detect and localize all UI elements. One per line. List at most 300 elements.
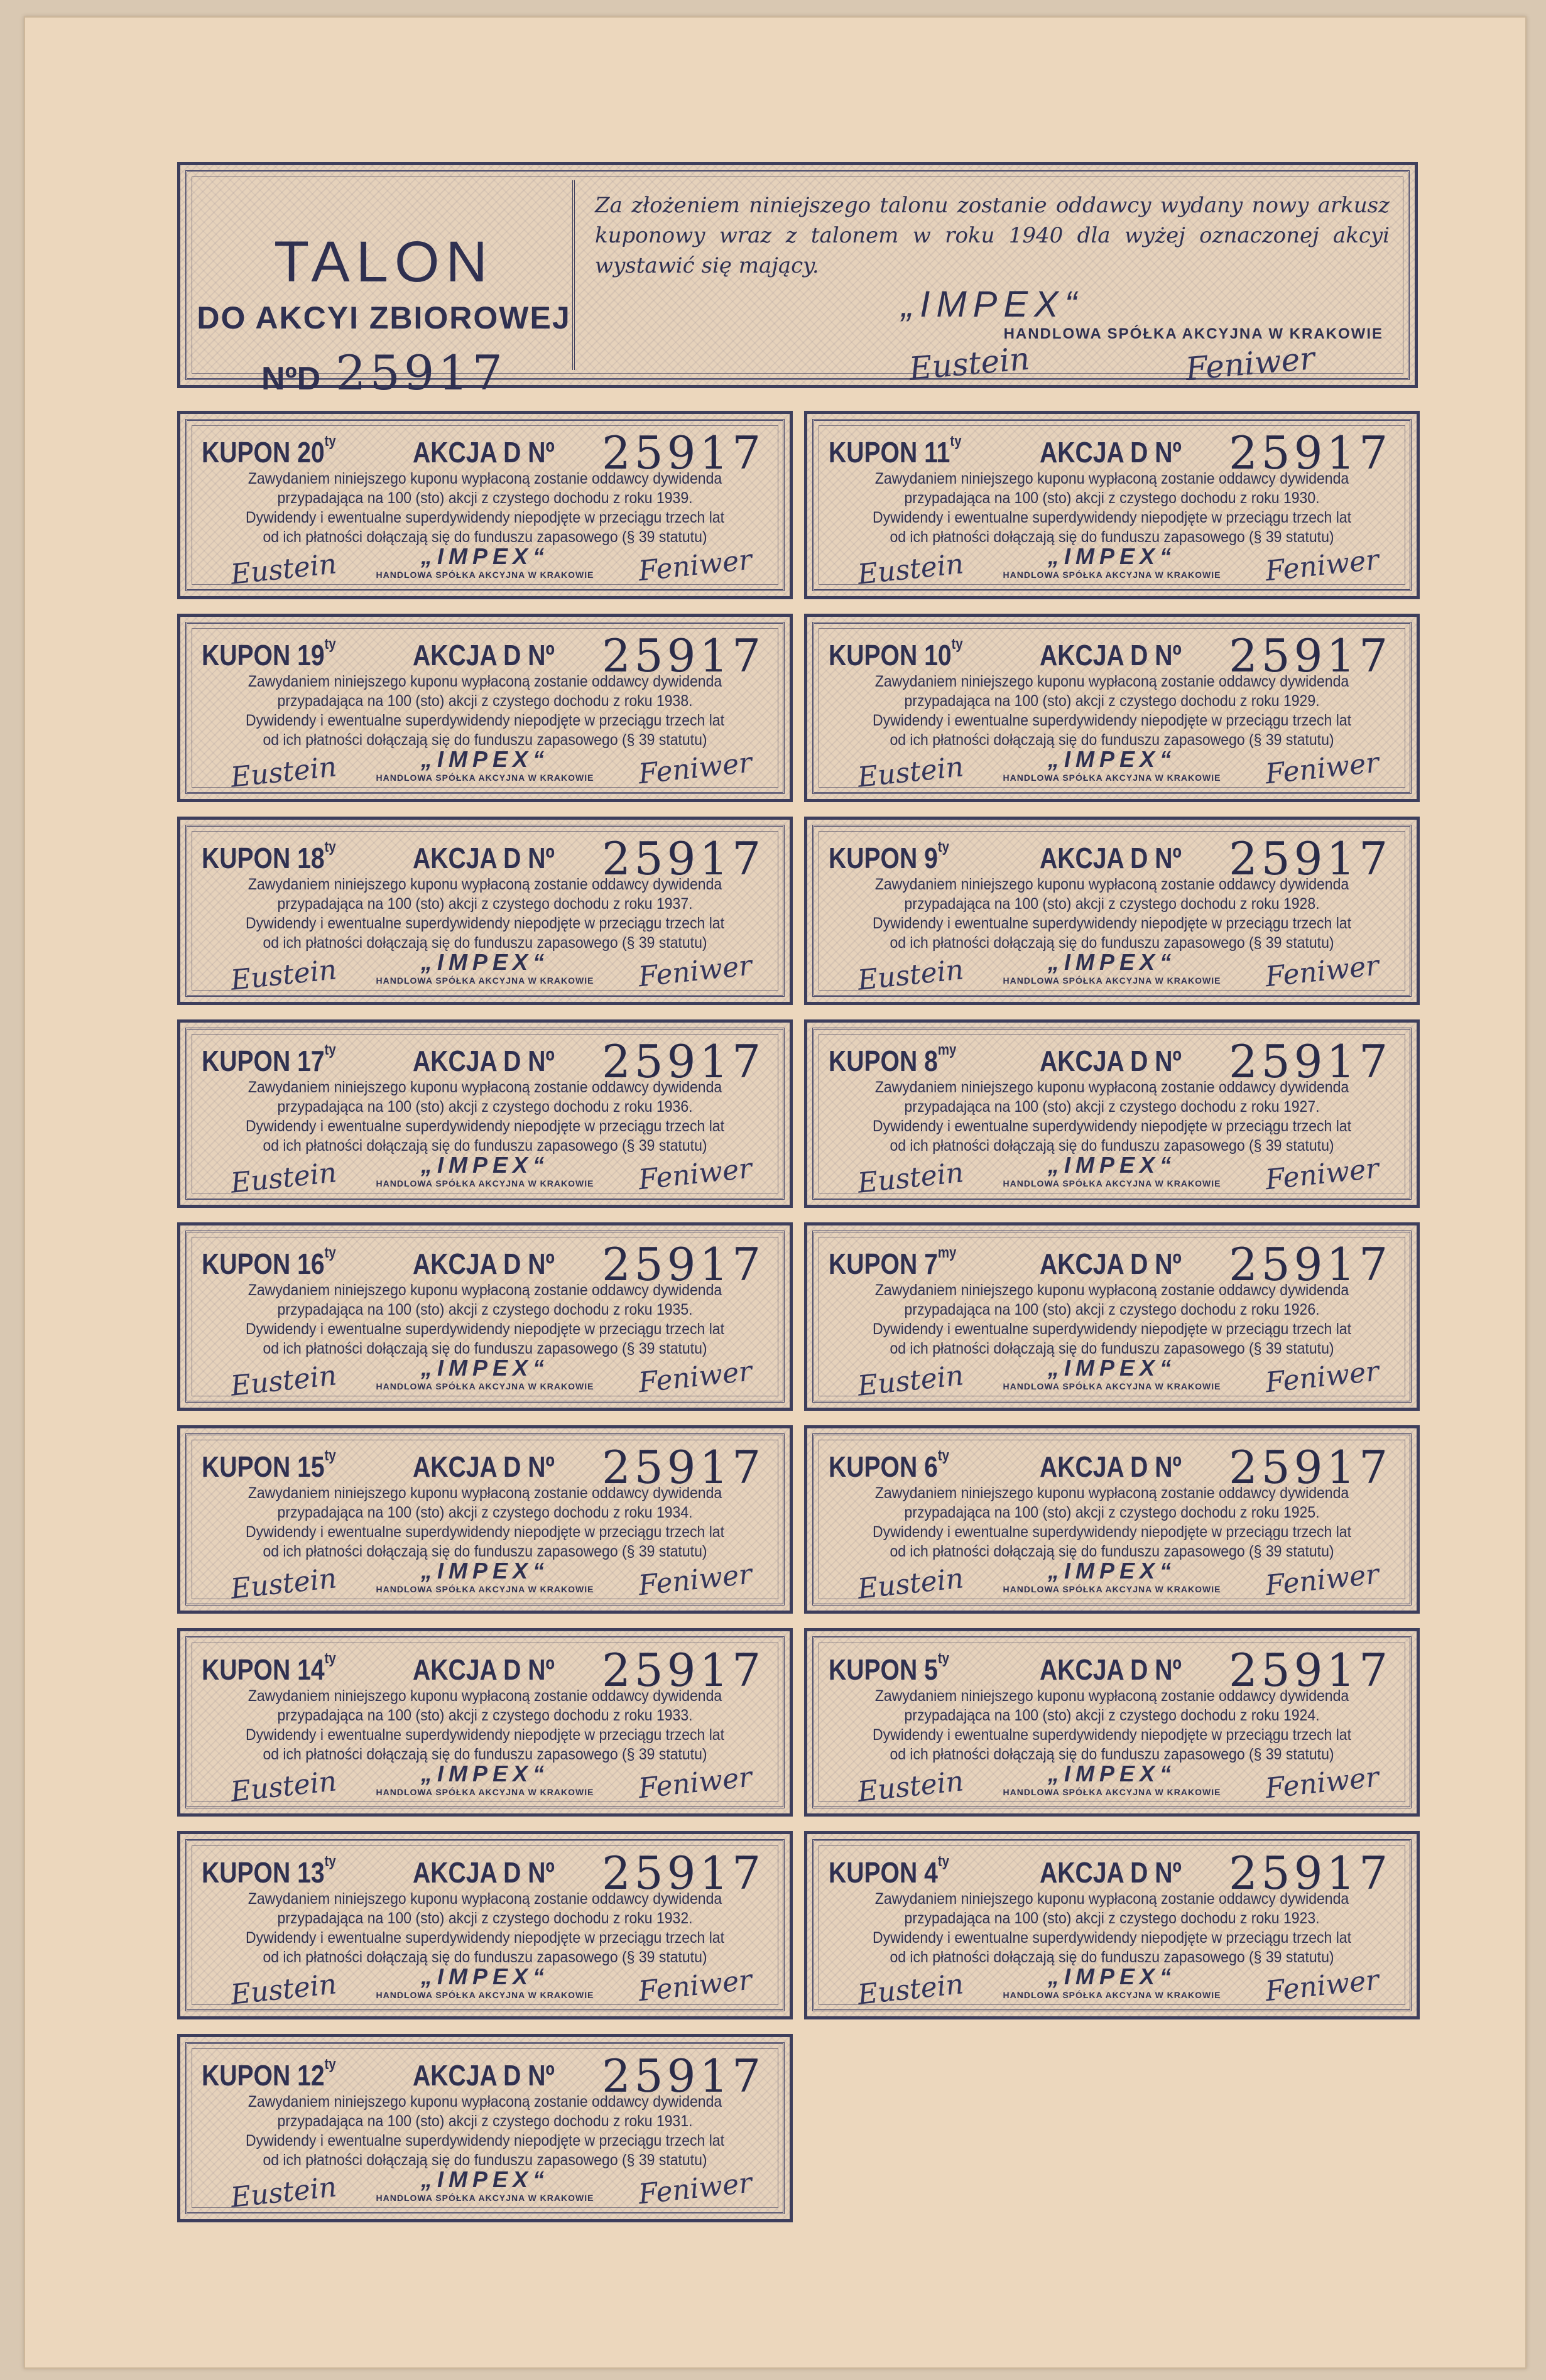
coupon-share-label: AKCJA D Nº: [413, 1247, 555, 1280]
coupon-share-label: AKCJA D Nº: [413, 842, 555, 874]
coupon-line-1: Zawydaniem niniejszego kuponu wypłaconą zostanie oddawcy dywidenda: [874, 470, 1349, 487]
talon-subtitle: DO AKCYI ZBIOROWEJ: [197, 300, 571, 335]
coupon-share-number: 25917: [601, 2050, 765, 2102]
coupon-company: „IMPEX“: [420, 1761, 550, 1786]
coupon-line-2: [851, 1706, 1373, 1725]
coupon-year: 1927.: [1283, 1098, 1320, 1116]
coupon-signature-2: Feniwer: [636, 543, 754, 588]
coupon-line-1: Zawydaniem niniejszego kuponu wypłaconą zostanie oddawcy dywidenda: [248, 470, 722, 487]
coupon-label: [829, 841, 949, 875]
coupon-kupon-word: KUPON: [829, 1856, 918, 1889]
coupon-year: 1934.: [656, 1504, 693, 1521]
coupon-share-number: 25917: [601, 1035, 765, 1088]
coupon-label: [202, 435, 336, 469]
coupon-line-4: od ich płatności dołączają się do funduszu zapasowego (§ 39 statutu): [263, 1543, 707, 1560]
coupon-line-2: [851, 1097, 1373, 1117]
coupon-signature-1: Eustein: [856, 1765, 966, 1808]
coupon-line-4: od ich płatności dołączają się do funduszu zapasowego (§ 39 statutu): [263, 1340, 707, 1357]
coupon-line-2-text: przypadająca na 100 (sto) akcji z czystego dochodu z roku: [904, 489, 1280, 507]
coupon-line-1: Zawydaniem niniejszego kuponu wypłaconą zostanie oddawcy dywidenda: [248, 1687, 722, 1705]
coupon-company-subtitle: HANDLOWA SPÓŁKA AKCYJNA W KRAKOWIE: [1003, 1381, 1221, 1391]
coupon-label: [829, 435, 962, 469]
coupon-ordinal: 16: [297, 1247, 325, 1280]
coupon-line-3: Dywidendy i ewentualne superdywidendy niepodjęte w przeciągu trzech lat: [872, 712, 1351, 729]
coupon-10: [804, 614, 1420, 802]
coupon-line-1: Zawydaniem niniejszego kuponu wypłaconą zostanie oddawcy dywidenda: [874, 1890, 1349, 1908]
coupon-label: [829, 1447, 949, 1484]
coupon-label: [202, 841, 336, 875]
talon-number-value: 25917: [335, 345, 506, 401]
coupon-8: [804, 1019, 1420, 1208]
coupon-ordinal-suffix: ty: [324, 636, 336, 653]
coupon-line-2-text: przypadająca na 100 (sto) akcji z czystego dochodu z roku: [277, 489, 653, 507]
coupon-share-label: AKCJA D Nº: [413, 1450, 555, 1483]
coupon-share-label: AKCJA D Nº: [1040, 1450, 1182, 1483]
talon-title: TALON: [274, 230, 494, 294]
coupon-company: „IMPEX“: [420, 543, 550, 569]
coupon-kupon-word: KUPON: [829, 1247, 918, 1280]
coupon-6: [804, 1425, 1420, 1614]
coupon-line-3: Dywidendy i ewentualne superdywidendy niepodjęte w przeciągu trzech lat: [245, 712, 724, 729]
coupon-body: [202, 1687, 768, 1764]
coupon-line-4: od ich płatności dołączają się do funduszu zapasowego (§ 39 statutu): [890, 1137, 1334, 1155]
coupon-line-3: Dywidendy i ewentualne superdywidendy niepodjęte w przeciągu trzech lat: [245, 1929, 724, 1947]
coupon-year: 1938.: [656, 692, 693, 710]
coupon-company: „IMPEX“: [1047, 1355, 1177, 1381]
coupon-share-number: 25917: [1228, 1847, 1391, 1899]
coupon-line-2: [851, 1909, 1373, 1928]
talon-text: Za złożeniem niniejszego talonu zostanie oddawcy wydany nowy arkusz kuponowy wraz z talonem w roku 1940 dla wyżej oznaczonej akcyi wystawić się mający.: [595, 193, 1390, 278]
coupon-ordinal-suffix: ty: [937, 1650, 949, 1667]
talon-company: „IMPEX“: [901, 284, 1084, 325]
coupon-share-label: AKCJA D Nº: [413, 639, 555, 671]
coupon-ordinal-suffix: my: [937, 1244, 957, 1261]
coupon-year: 1924.: [1283, 1707, 1320, 1724]
coupon-label: [202, 1853, 336, 1889]
coupon-share-label: AKCJA D Nº: [413, 1856, 555, 1889]
coupon-share-number: 25917: [1228, 1238, 1391, 1291]
coupon-signature-2: Feniwer: [1263, 1761, 1381, 1805]
coupon-body: [829, 1078, 1395, 1156]
coupon-ordinal-suffix: ty: [324, 433, 336, 450]
coupon-company-subtitle: HANDLOWA SPÓŁKA AKCYJNA W KRAKOWIE: [1003, 1787, 1221, 1797]
coupon-share-number: 25917: [1228, 427, 1391, 479]
coupon-ordinal: 12: [297, 2059, 325, 2092]
coupon-kupon-word: KUPON: [829, 1653, 918, 1686]
coupon-share-number: 25917: [601, 1238, 765, 1291]
coupon-line-4: od ich płatności dołączają się do funduszu zapasowego (§ 39 statutu): [263, 2151, 707, 2169]
coupon-line-2: [224, 1909, 746, 1928]
coupon-company: „IMPEX“: [1047, 1152, 1177, 1178]
coupon-ordinal-suffix: ty: [324, 2056, 336, 2073]
coupon-9: [804, 817, 1420, 1005]
coupon-line-3: Dywidendy i ewentualne superdywidendy niepodjęte w przeciągu trzech lat: [245, 1117, 724, 1135]
coupon-body: [202, 469, 768, 547]
coupon-body: [829, 1484, 1395, 1562]
coupon-signature-2: Feniwer: [636, 1152, 754, 1197]
coupon-company: „IMPEX“: [420, 746, 550, 772]
coupon-share-label: AKCJA D Nº: [1040, 1247, 1182, 1280]
coupon-signature-1: Eustein: [229, 1765, 339, 1808]
coupon-share-label: AKCJA D Nº: [1040, 1856, 1182, 1889]
coupon-14: [177, 1628, 793, 1817]
coupon-line-2-text: przypadająca na 100 (sto) akcji z czystego dochodu z roku: [904, 1098, 1280, 1116]
coupon-line-2: [224, 1300, 746, 1320]
coupon-kupon-word: KUPON: [202, 1247, 291, 1280]
coupon-line-2-text: przypadająca na 100 (sto) akcji z czystego dochodu z roku: [277, 1910, 653, 1927]
coupon-line-2: [224, 2112, 746, 2131]
coupon-line-4: od ich płatności dołączają się do funduszu zapasowego (§ 39 statutu): [263, 731, 707, 749]
coupon-ordinal: 7: [924, 1247, 938, 1280]
coupon-label: [829, 1041, 957, 1078]
coupon-ordinal-suffix: ty: [324, 1447, 336, 1464]
coupon-line-4: od ich płatności dołączają się do funduszu zapasowego (§ 39 statutu): [263, 1137, 707, 1155]
coupon-ordinal-suffix: ty: [324, 1041, 336, 1058]
coupon-signature-1: Eustein: [856, 954, 966, 997]
coupon-line-4: od ich płatności dołączają się do funduszu zapasowego (§ 39 statutu): [890, 934, 1334, 952]
coupon-ordinal-suffix: ty: [324, 1650, 336, 1667]
coupon-share-number: 25917: [601, 427, 765, 479]
coupon-year: 1926.: [1283, 1301, 1320, 1318]
coupon-line-2: [224, 1097, 746, 1117]
coupon-line-3: Dywidendy i ewentualne superdywidendy niepodjęte w przeciągu trzech lat: [245, 1726, 724, 1744]
coupon-line-1: Zawydaniem niniejszego kuponu wypłaconą zostanie oddawcy dywidenda: [874, 1281, 1349, 1299]
coupon-ordinal-suffix: ty: [950, 433, 962, 450]
coupon-year: 1923.: [1283, 1910, 1320, 1927]
coupon-line-2-text: przypadająca na 100 (sto) akcji z czystego dochodu z roku: [277, 1504, 653, 1521]
coupon-company: „IMPEX“: [420, 2166, 550, 2192]
coupon-20: [177, 411, 793, 599]
coupon-line-2: [851, 489, 1373, 508]
coupon-body: [829, 672, 1395, 750]
coupon-signature-1: Eustein: [856, 751, 966, 794]
coupon-line-3: Dywidendy i ewentualne superdywidendy niepodjęte w przeciągu trzech lat: [872, 1929, 1351, 1947]
coupon-line-3: Dywidendy i ewentualne superdywidendy niepodjęte w przeciągu trzech lat: [245, 509, 724, 526]
coupon-signature-1: Eustein: [229, 1359, 339, 1403]
coupon-line-3: Dywidendy i ewentualne superdywidendy niepodjęte w przeciągu trzech lat: [872, 1523, 1351, 1541]
coupon-ordinal-suffix: ty: [937, 1853, 949, 1870]
coupon-ordinal-suffix: ty: [937, 839, 949, 856]
coupon-share-number: 25917: [1228, 1644, 1391, 1697]
coupon-signature-2: Feniwer: [636, 1558, 754, 1602]
coupon-company: „IMPEX“: [420, 1355, 550, 1381]
coupon-share-label: AKCJA D Nº: [1040, 842, 1182, 874]
coupon-year: 1932.: [656, 1910, 693, 1927]
coupon-signature-1: Eustein: [229, 751, 339, 794]
coupon-ordinal: 5: [924, 1653, 938, 1686]
coupon-signature-1: Eustein: [229, 1562, 339, 1606]
coupon-line-2: [851, 894, 1373, 914]
coupon-signature-1: Eustein: [856, 1968, 966, 2011]
coupon-line-1: Zawydaniem niniejszego kuponu wypłaconą zostanie oddawcy dywidenda: [248, 2093, 722, 2111]
coupon-body: [202, 1078, 768, 1156]
talon-number: [195, 345, 572, 401]
coupon-line-1: Zawydaniem niniejszego kuponu wypłaconą zostanie oddawcy dywidenda: [248, 673, 722, 690]
coupon-signature-1: Eustein: [229, 548, 339, 591]
coupon-company: „IMPEX“: [1047, 543, 1177, 569]
coupon-ordinal: 4: [924, 1856, 938, 1889]
coupon-label: [202, 1041, 336, 1078]
coupon-share-label: AKCJA D Nº: [413, 436, 555, 469]
coupon-company-subtitle: HANDLOWA SPÓŁKA AKCYJNA W KRAKOWIE: [376, 1584, 594, 1594]
coupon-line-2-text: przypadająca na 100 (sto) akcji z czystego dochodu z roku: [277, 1098, 653, 1116]
coupon-line-4: od ich płatności dołączają się do funduszu zapasowego (§ 39 statutu): [263, 528, 707, 546]
coupon-kupon-word: KUPON: [829, 842, 918, 874]
coupon-label: [829, 1650, 949, 1687]
coupon-signature-2: Feniwer: [636, 949, 754, 994]
coupon-body: [829, 1281, 1395, 1359]
coupon-line-2-text: przypadająca na 100 (sto) akcji z czystego dochodu z roku: [277, 1301, 653, 1318]
talon-signatures: [595, 340, 1390, 393]
coupon-kupon-word: KUPON: [202, 842, 291, 874]
coupon-kupon-word: KUPON: [202, 1450, 291, 1483]
coupon-body: [829, 1889, 1395, 1967]
coupon-line-2-text: przypadająca na 100 (sto) akcji z czystego dochodu z roku: [277, 1707, 653, 1724]
coupon-company: „IMPEX“: [420, 1964, 550, 1989]
coupon-signature-1: Eustein: [856, 1156, 966, 1200]
coupon-ordinal-suffix: ty: [951, 636, 963, 653]
coupon-share-label: AKCJA D Nº: [413, 1045, 555, 1077]
document-sheet: [24, 16, 1527, 2369]
coupon-ordinal-suffix: my: [937, 1041, 957, 1058]
coupon-signature-1: Eustein: [856, 1359, 966, 1403]
coupon-signature-2: Feniwer: [1263, 1964, 1381, 2008]
coupon-line-2-text: przypadająca na 100 (sto) akcji z czystego dochodu z roku: [904, 1301, 1280, 1318]
coupon-kupon-word: KUPON: [202, 436, 291, 469]
coupon-share-label: AKCJA D Nº: [413, 1653, 555, 1686]
coupon-signature-2: Feniwer: [1263, 1558, 1381, 1602]
coupon-share-number: 25917: [601, 1644, 765, 1697]
coupon-line-3: Dywidendy i ewentualne superdywidendy niepodjęte w przeciągu trzech lat: [245, 2132, 724, 2149]
coupon-company-subtitle: HANDLOWA SPÓŁKA AKCYJNA W KRAKOWIE: [1003, 975, 1221, 986]
coupon-body: [202, 875, 768, 953]
coupon-ordinal: 20: [297, 436, 325, 469]
coupon-company-subtitle: HANDLOWA SPÓŁKA AKCYJNA W KRAKOWIE: [1003, 773, 1221, 783]
coupon-year: 1936.: [656, 1098, 693, 1116]
coupon-ordinal: 13: [297, 1856, 325, 1889]
coupon-year: 1939.: [656, 489, 693, 507]
coupon-share-number: 25917: [601, 832, 765, 885]
coupon-signature-2: Feniwer: [1263, 1355, 1381, 1399]
coupon-label: [202, 2058, 336, 2092]
coupon-line-2-text: przypadająca na 100 (sto) akcji z czystego dochodu z roku: [277, 692, 653, 710]
coupon-line-4: od ich płatności dołączają się do funduszu zapasowego (§ 39 statutu): [263, 1948, 707, 1966]
coupon-body: [829, 469, 1395, 547]
coupon-company-subtitle: HANDLOWA SPÓŁKA AKCYJNA W KRAKOWIE: [1003, 1178, 1221, 1188]
coupon-ordinal-suffix: ty: [937, 1447, 949, 1464]
coupon-year: 1925.: [1283, 1504, 1320, 1521]
coupon-kupon-word: KUPON: [829, 1450, 918, 1483]
coupon-body: [202, 1889, 768, 1967]
talon-signature-2: Feniwer: [1184, 340, 1317, 388]
coupon-company: „IMPEX“: [1047, 1558, 1177, 1584]
coupon-line-1: Zawydaniem niniejszego kuponu wypłaconą zostanie oddawcy dywidenda: [874, 1687, 1349, 1705]
coupon-kupon-word: KUPON: [202, 2059, 291, 2092]
coupon-company: „IMPEX“: [1047, 949, 1177, 975]
coupon-line-3: Dywidendy i ewentualne superdywidendy niepodjęte w przeciągu trzech lat: [245, 915, 724, 932]
coupon-share-label: AKCJA D Nº: [1040, 436, 1182, 469]
coupon-19: [177, 614, 793, 802]
coupon-line-1: Zawydaniem niniejszego kuponu wypłaconą zostanie oddawcy dywidenda: [874, 1484, 1349, 1502]
coupon-line-1: Zawydaniem niniejszego kuponu wypłaconą zostanie oddawcy dywidenda: [248, 1281, 722, 1299]
coupon-label: [202, 1447, 336, 1484]
coupon-company: „IMPEX“: [1047, 1761, 1177, 1786]
talon-number-prefix: NºD: [261, 361, 321, 397]
coupon-label: [202, 1244, 336, 1281]
coupon-line-1: Zawydaniem niniejszego kuponu wypłaconą zostanie oddawcy dywidenda: [248, 876, 722, 893]
coupon-line-2: [224, 489, 746, 508]
coupon-share-number: 25917: [601, 629, 765, 682]
coupon-7: [804, 1222, 1420, 1411]
coupon-company-subtitle: HANDLOWA SPÓŁKA AKCYJNA W KRAKOWIE: [1003, 570, 1221, 580]
coupon-year: 1928.: [1283, 895, 1320, 913]
coupon-line-2-text: przypadająca na 100 (sto) akcji z czystego dochodu z roku: [904, 1910, 1280, 1927]
coupon-year: 1933.: [656, 1707, 693, 1724]
coupon-signature-2: Feniwer: [636, 1761, 754, 1805]
coupon-label: [829, 1853, 949, 1889]
coupon-line-4: od ich płatności dołączają się do funduszu zapasowego (§ 39 statutu): [263, 934, 707, 952]
coupon-company-subtitle: HANDLOWA SPÓŁKA AKCYJNA W KRAKOWIE: [1003, 1990, 1221, 2000]
coupon-signature-1: Eustein: [229, 2171, 339, 2214]
coupon-line-4: od ich płatności dołączają się do funduszu zapasowego (§ 39 statutu): [890, 1340, 1334, 1357]
coupon-16: [177, 1222, 793, 1411]
coupon-kupon-word: KUPON: [202, 1856, 291, 1889]
coupon-kupon-word: KUPON: [202, 1653, 291, 1686]
coupon-company-subtitle: HANDLOWA SPÓŁKA AKCYJNA W KRAKOWIE: [376, 1990, 594, 2000]
coupon-year: 1930.: [1283, 489, 1320, 507]
coupon-4: [804, 1831, 1420, 2019]
coupon-17: [177, 1019, 793, 1208]
coupon-kupon-word: KUPON: [202, 639, 291, 671]
coupon-line-3: Dywidendy i ewentualne superdywidendy niepodjęte w przeciągu trzech lat: [872, 1726, 1351, 1744]
coupon-company-subtitle: HANDLOWA SPÓŁKA AKCYJNA W KRAKOWIE: [376, 1381, 594, 1391]
coupon-ordinal: 19: [297, 639, 325, 671]
talon-text-panel: [595, 190, 1390, 388]
coupon-line-4: od ich płatności dołączają się do funduszu zapasowego (§ 39 statutu): [890, 1948, 1334, 1966]
coupon-11: [804, 411, 1420, 599]
coupon-signature-2: Feniwer: [1263, 1152, 1381, 1197]
coupon-signature-1: Eustein: [229, 954, 339, 997]
coupon-line-1: Zawydaniem niniejszego kuponu wypłaconą zostanie oddawcy dywidenda: [248, 1484, 722, 1502]
coupon-line-3: Dywidendy i ewentualne superdywidendy niepodjęte w przeciągu trzech lat: [872, 915, 1351, 932]
coupon-line-2: [224, 894, 746, 914]
coupon-line-2: [224, 1503, 746, 1523]
coupon-5: [804, 1628, 1420, 1817]
coupon-share-label: AKCJA D Nº: [1040, 1653, 1182, 1686]
coupon-line-3: Dywidendy i ewentualne superdywidendy niepodjęte w przeciągu trzech lat: [245, 1523, 724, 1541]
talon-company-subtitle: HANDLOWA SPÓŁKA AKCYJNA W KRAKOWIE: [1003, 325, 1383, 342]
coupon-line-2-text: przypadająca na 100 (sto) akcji z czystego dochodu z roku: [904, 692, 1280, 710]
coupon-company-subtitle: HANDLOWA SPÓŁKA AKCYJNA W KRAKOWIE: [376, 1178, 594, 1188]
talon-label-panel: [195, 180, 575, 401]
coupon-signature-1: Eustein: [856, 1562, 966, 1606]
coupon-signature-2: Feniwer: [636, 2166, 754, 2211]
coupon-body: [202, 672, 768, 750]
coupon-body: [202, 2092, 768, 2170]
coupon-company-subtitle: HANDLOWA SPÓŁKA AKCYJNA W KRAKOWIE: [376, 773, 594, 783]
coupon-13: [177, 1831, 793, 2019]
coupon-company: „IMPEX“: [420, 1558, 550, 1584]
coupon-kupon-word: KUPON: [829, 1045, 918, 1077]
coupon-signature-2: Feniwer: [1263, 746, 1381, 791]
coupon-share-number: 25917: [1228, 1441, 1391, 1494]
coupon-line-2: [851, 1503, 1373, 1523]
coupon-ordinal: 11: [924, 436, 950, 469]
coupon-year: 1937.: [656, 895, 693, 913]
coupon-share-number: 25917: [601, 1847, 765, 1899]
coupon-signature-2: Feniwer: [1263, 949, 1381, 994]
coupon-line-1: Zawydaniem niniejszego kuponu wypłaconą zostanie oddawcy dywidenda: [874, 876, 1349, 893]
coupon-line-1: Zawydaniem niniejszego kuponu wypłaconą zostanie oddawcy dywidenda: [248, 1079, 722, 1096]
coupon-ordinal: 15: [297, 1450, 325, 1483]
coupon-ordinal: 6: [924, 1450, 938, 1483]
coupon-company-subtitle: HANDLOWA SPÓŁKA AKCYJNA W KRAKOWIE: [376, 1787, 594, 1797]
coupon-year: 1929.: [1283, 692, 1320, 710]
coupon-label: [202, 1650, 336, 1687]
coupon-kupon-word: KUPON: [202, 1045, 291, 1077]
coupon-line-4: od ich płatności dołączają się do funduszu zapasowego (§ 39 statutu): [890, 1746, 1334, 1763]
talon-signature-1: Eustein: [907, 340, 1032, 388]
coupon-line-2: [224, 692, 746, 711]
coupon-line-2-text: przypadająca na 100 (sto) akcji z czystego dochodu z roku: [277, 895, 653, 913]
coupon-year: 1935.: [656, 1301, 693, 1318]
coupon-company: „IMPEX“: [1047, 746, 1177, 772]
coupon-label: [829, 638, 963, 672]
coupon-share-number: 25917: [1228, 629, 1391, 682]
coupon-label: [829, 1244, 957, 1281]
coupon-company-subtitle: HANDLOWA SPÓŁKA AKCYJNA W KRAKOWIE: [376, 975, 594, 986]
coupon-line-3: Dywidendy i ewentualne superdywidendy niepodjęte w przeciągu trzech lat: [872, 509, 1351, 526]
coupon-share-label: AKCJA D Nº: [1040, 1045, 1182, 1077]
coupon-line-3: Dywidendy i ewentualne superdywidendy niepodjęte w przeciągu trzech lat: [245, 1320, 724, 1338]
coupon-company-subtitle: HANDLOWA SPÓŁKA AKCYJNA W KRAKOWIE: [376, 2193, 594, 2203]
coupon-ordinal-suffix: ty: [324, 1853, 336, 1870]
coupon-ordinal-suffix: ty: [324, 1244, 336, 1261]
coupon-company: „IMPEX“: [1047, 1964, 1177, 1989]
coupon-body: [202, 1484, 768, 1562]
coupon-line-3: Dywidendy i ewentualne superdywidendy niepodjęte w przeciągu trzech lat: [872, 1117, 1351, 1135]
coupon-company-subtitle: HANDLOWA SPÓŁKA AKCYJNA W KRAKOWIE: [376, 570, 594, 580]
coupon-line-1: Zawydaniem niniejszego kuponu wypłaconą zostanie oddawcy dywidenda: [874, 1079, 1349, 1096]
coupon-share-number: 25917: [1228, 1035, 1391, 1088]
coupon-signature-2: Feniwer: [636, 1355, 754, 1399]
coupon-line-4: od ich płatności dołączają się do funduszu zapasowego (§ 39 statutu): [263, 1746, 707, 1763]
coupon-signature-2: Feniwer: [636, 1964, 754, 2008]
coupon-share-number: 25917: [601, 1441, 765, 1494]
coupon-line-4: od ich płatności dołączają się do funduszu zapasowego (§ 39 statutu): [890, 731, 1334, 749]
coupon-body: [829, 875, 1395, 953]
coupon-line-2-text: przypadająca na 100 (sto) akcji z czystego dochodu z roku: [277, 2112, 653, 2130]
coupon-line-2-text: przypadająca na 100 (sto) akcji z czystego dochodu z roku: [904, 1707, 1280, 1724]
coupon-signature-1: Eustein: [229, 1968, 339, 2011]
coupon-company: „IMPEX“: [420, 1152, 550, 1178]
coupon-line-3: Dywidendy i ewentualne superdywidendy niepodjęte w przeciągu trzech lat: [872, 1320, 1351, 1338]
coupon-line-4: od ich płatności dołączają się do funduszu zapasowego (§ 39 statutu): [890, 528, 1334, 546]
coupon-line-4: od ich płatności dołączają się do funduszu zapasowego (§ 39 statutu): [890, 1543, 1334, 1560]
coupon-signature-2: Feniwer: [1263, 543, 1381, 588]
coupon-body: [829, 1687, 1395, 1764]
coupon-ordinal: 18: [297, 842, 325, 874]
coupon-company-subtitle: HANDLOWA SPÓŁKA AKCYJNA W KRAKOWIE: [1003, 1584, 1221, 1594]
coupon-body: [202, 1281, 768, 1359]
coupon-line-1: Zawydaniem niniejszego kuponu wypłaconą zostanie oddawcy dywidenda: [248, 1890, 722, 1908]
coupon-12: [177, 2034, 793, 2222]
coupon-kupon-word: KUPON: [829, 639, 918, 671]
coupon-15: [177, 1425, 793, 1614]
coupon-line-2: [851, 692, 1373, 711]
coupon-ordinal: 9: [924, 842, 938, 874]
coupon-line-2-text: przypadająca na 100 (sto) akcji z czystego dochodu z roku: [904, 895, 1280, 913]
